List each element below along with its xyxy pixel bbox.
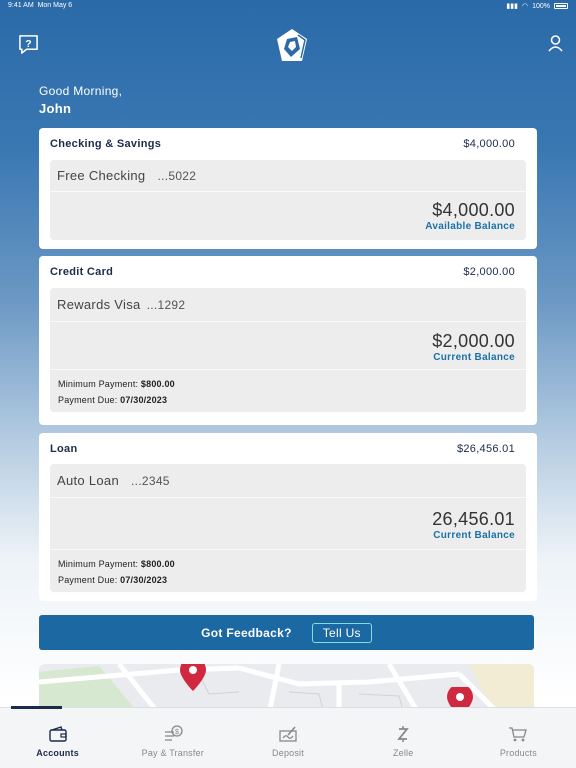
battery-icon	[554, 3, 568, 9]
due-date-value: 07/30/2023	[120, 575, 168, 585]
tab-label: Pay & Transfer	[141, 748, 204, 758]
profile-icon[interactable]	[547, 34, 564, 52]
feedback-text: Got Feedback?	[201, 625, 292, 640]
account-tile-auto-loan[interactable]	[50, 464, 526, 592]
payment-due	[58, 572, 518, 588]
balance-label: Current Balance	[433, 352, 515, 363]
min-payment-value: $800.00	[140, 379, 175, 389]
card-title: Checking & Savings	[50, 138, 162, 150]
tab-deposit[interactable]	[230, 708, 345, 768]
card-title: Loan	[50, 442, 78, 455]
balance-label: Available Balance	[425, 221, 515, 232]
card-header[interactable]	[39, 128, 537, 160]
tab-label: Zelle	[392, 748, 414, 758]
account-row	[50, 464, 526, 498]
svg-text:?: ?	[25, 37, 32, 50]
account-name: Rewards Visa	[57, 297, 141, 312]
account-number: ...1292	[146, 297, 186, 312]
minimum-payment	[58, 556, 518, 572]
wifi-icon: ◠	[521, 3, 529, 10]
check-deposit-icon	[278, 724, 298, 744]
payment-info	[50, 370, 526, 412]
min-payment-label: Minimum Payment:	[58, 559, 139, 569]
map-pin-icon[interactable]	[178, 664, 208, 692]
card-title: Credit Card	[50, 266, 114, 278]
tab-accounts[interactable]	[0, 708, 115, 768]
status-time	[8, 2, 72, 10]
feedback-banner	[39, 615, 534, 650]
due-label: Payment Due:	[58, 395, 118, 405]
tab-products[interactable]	[461, 708, 576, 768]
active-tab-indicator	[11, 706, 62, 709]
svg-text:$: $	[174, 729, 179, 736]
time-text: 9:41 AM	[8, 2, 34, 9]
account-name: Free Checking	[57, 168, 146, 183]
balance-area	[50, 498, 526, 550]
greeting-line: Good Morning,	[39, 84, 123, 98]
due-date-value: 07/30/2023	[120, 395, 168, 405]
tab-zelle[interactable]	[346, 708, 461, 768]
balance-area	[50, 192, 526, 240]
card-total: $26,456.01	[456, 442, 515, 455]
tab-pay-transfer[interactable]	[115, 708, 230, 768]
bank-logo-icon	[275, 27, 309, 63]
credit-card-card	[39, 256, 537, 425]
status-bar	[0, 0, 576, 12]
account-row	[50, 288, 526, 322]
tell-us-button[interactable]: Tell Us	[312, 623, 372, 643]
help-chat-icon[interactable]	[18, 34, 39, 55]
minimum-payment	[58, 376, 518, 392]
balance-amount: 26,456.01	[432, 509, 515, 529]
account-name: Auto Loan	[57, 473, 119, 488]
status-right	[506, 2, 568, 10]
tab-label: Deposit	[272, 748, 304, 758]
min-payment-value: $800.00	[140, 559, 175, 569]
balance-label: Current Balance	[433, 530, 515, 541]
card-total: $4,000.00	[463, 138, 515, 150]
account-tile-free-checking[interactable]	[50, 160, 526, 240]
bottom-tab-bar	[0, 707, 576, 768]
wallet-icon	[48, 724, 68, 744]
card-header[interactable]	[39, 256, 537, 288]
account-number: ...2345	[130, 473, 170, 488]
account-tile-rewards-visa[interactable]	[50, 288, 526, 412]
account-number: ...5022	[157, 168, 197, 183]
balance-amount: $2,000.00	[432, 331, 515, 351]
battery-text: 100%	[532, 2, 550, 10]
pay-transfer-icon	[163, 724, 183, 744]
card-header[interactable]	[39, 433, 537, 464]
signal-icon: ▮▮▮	[506, 3, 518, 10]
payment-due	[58, 392, 518, 408]
zelle-icon	[393, 724, 413, 744]
tab-label: Products	[499, 748, 537, 758]
balance-area	[50, 322, 526, 370]
greeting-name: John	[39, 101, 72, 116]
date-text: Mon May 6	[37, 2, 73, 9]
min-payment-label: Minimum Payment:	[58, 379, 139, 389]
cart-icon	[508, 724, 528, 744]
payment-info	[50, 550, 526, 592]
balance-amount: $4,000.00	[432, 200, 515, 220]
loan-card	[39, 433, 537, 601]
tab-label: Accounts	[36, 748, 79, 758]
checking-savings-card	[39, 128, 537, 249]
card-total: $2,000.00	[463, 266, 515, 278]
account-row	[50, 160, 526, 192]
due-label: Payment Due:	[58, 575, 118, 585]
greeting	[39, 84, 122, 116]
